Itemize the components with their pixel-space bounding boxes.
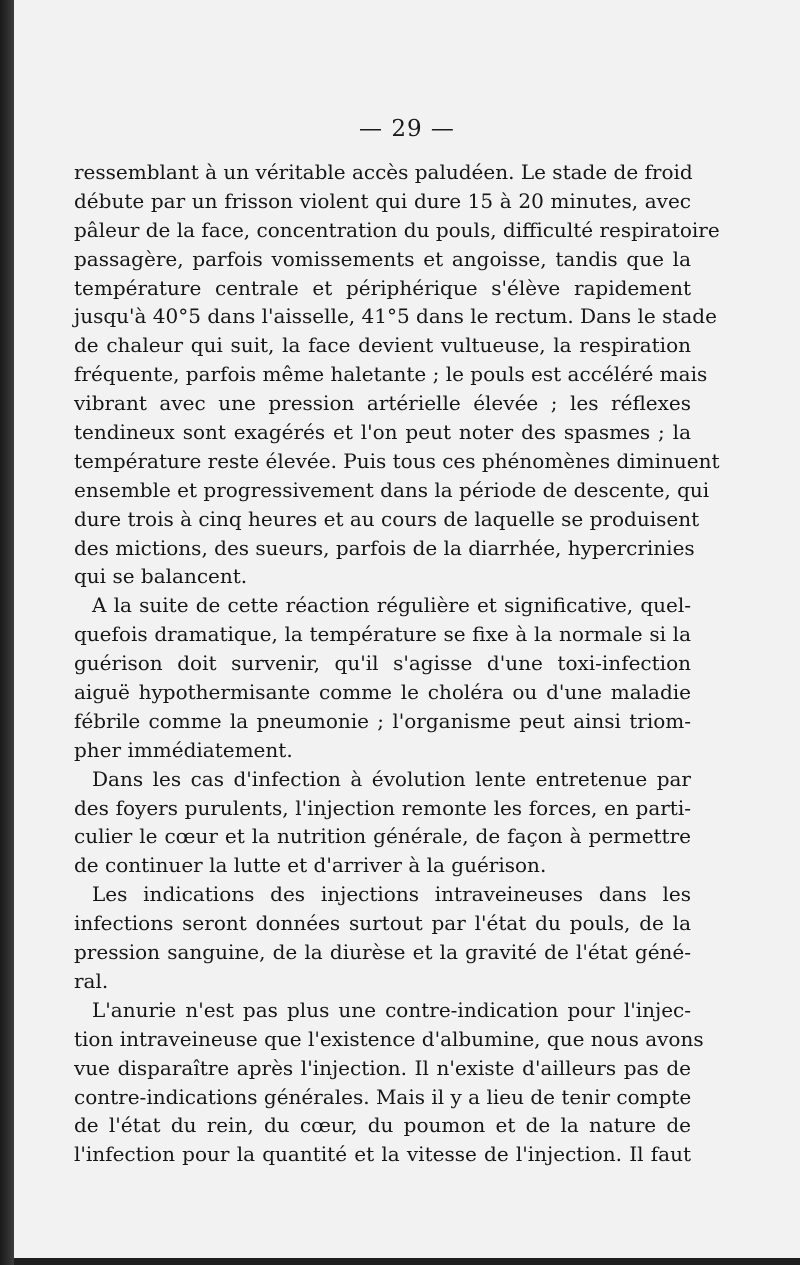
text-line: de l'état du rein, du cœur, du poumon et de la nature de bbox=[74, 1113, 691, 1138]
text-line: débute par un frisson violent qui dure 15 à 20 minutes, avec bbox=[74, 188, 691, 213]
text-line: passagère, parfois vomissements et angoisse, tandis que la bbox=[74, 246, 691, 271]
text-line: vue disparaître après l'injection. Il n'existe d'ailleurs pas de bbox=[74, 1055, 691, 1080]
text-line: vibrant avec une pression artérielle élevée ; les réflexes bbox=[74, 391, 691, 416]
text-line: ressemblant à un véritable accès paludéen. Le stade de froid bbox=[74, 160, 693, 184]
text-line: A la suite de cette réaction régulière et significative, quel- bbox=[92, 593, 691, 618]
text-line: ensemble et progressivement dans la période de descente, qui bbox=[74, 477, 710, 502]
text-line: des mictions, des sueurs, parfois de la diarrhée, hypercrinies bbox=[74, 535, 695, 560]
book-page bbox=[14, 0, 800, 1258]
book-spine-shadow bbox=[0, 0, 14, 1265]
text-line: ral. bbox=[74, 968, 109, 993]
text-line: aiguë hypothermisante comme le choléra ou d'une maladie bbox=[74, 680, 691, 705]
text-line: température centrale et périphérique s'élève rapidement bbox=[74, 275, 691, 300]
text-line: de continuer la lutte et d'arriver à la guérison. bbox=[74, 853, 547, 878]
text-line: guérison doit survenir, qu'il s'agisse d'une toxi-infection bbox=[74, 651, 691, 676]
text-line: jusqu'à 40°5 dans l'aisselle, 41°5 dans le rectum. Dans le stade bbox=[74, 304, 717, 329]
text-line: quefois dramatique, la température se fixe à la normale si la bbox=[74, 622, 691, 647]
body-text bbox=[74, 158, 720, 1169]
text-line: fréquente, parfois même haletante ; le pouls est accéléré mais bbox=[74, 362, 708, 387]
text-line: Les indications des injections intraveineuses dans les bbox=[92, 882, 691, 907]
text-line: qui se balancent. bbox=[74, 564, 248, 589]
text-line: pâleur de la face, concentration du pouls, difficulté respiratoire bbox=[74, 217, 720, 242]
text-line: l'infection pour la quantité et la vitesse de l'injection. Il faut bbox=[74, 1142, 691, 1167]
page-number: — 29 — bbox=[359, 116, 455, 142]
page-bottom-edge bbox=[14, 1258, 800, 1265]
text-line: culier le cœur et la nutrition générale, de façon à permettre bbox=[74, 824, 691, 849]
text-line: contre-indications générales. Mais il y a lieu de tenir compte bbox=[74, 1084, 692, 1109]
text-line: des foyers purulents, l'injection remonte les forces, en parti- bbox=[74, 795, 691, 820]
text-line: pression sanguine, de la diurèse et la gravité de l'état géné- bbox=[74, 940, 691, 965]
text-line: tendineux sont exagérés et l'on peut noter des spasmes ; la bbox=[74, 420, 691, 445]
text-line: pher immédiatement. bbox=[74, 737, 293, 762]
text-line: L'anurie n'est pas plus une contre-indication pour l'injec- bbox=[92, 997, 691, 1022]
text-line: infections seront données surtout par l'état du pouls, de la bbox=[74, 911, 691, 936]
text-line: tion intraveineuse que l'existence d'albumine, que nous avons bbox=[74, 1026, 704, 1051]
text-line: dure trois à cinq heures et au cours de laquelle se produisent bbox=[74, 506, 700, 531]
text-line: fébrile comme la pneumonie ; l'organisme peut ainsi triom- bbox=[74, 708, 691, 733]
text-line: Dans les cas d'infection à évolution lente entretenue par bbox=[92, 766, 691, 791]
text-line: de chaleur qui suit, la face devient vultueuse, la respiration bbox=[74, 333, 691, 358]
text-line: température reste élevée. Puis tous ces phénomènes diminuent bbox=[74, 448, 720, 473]
